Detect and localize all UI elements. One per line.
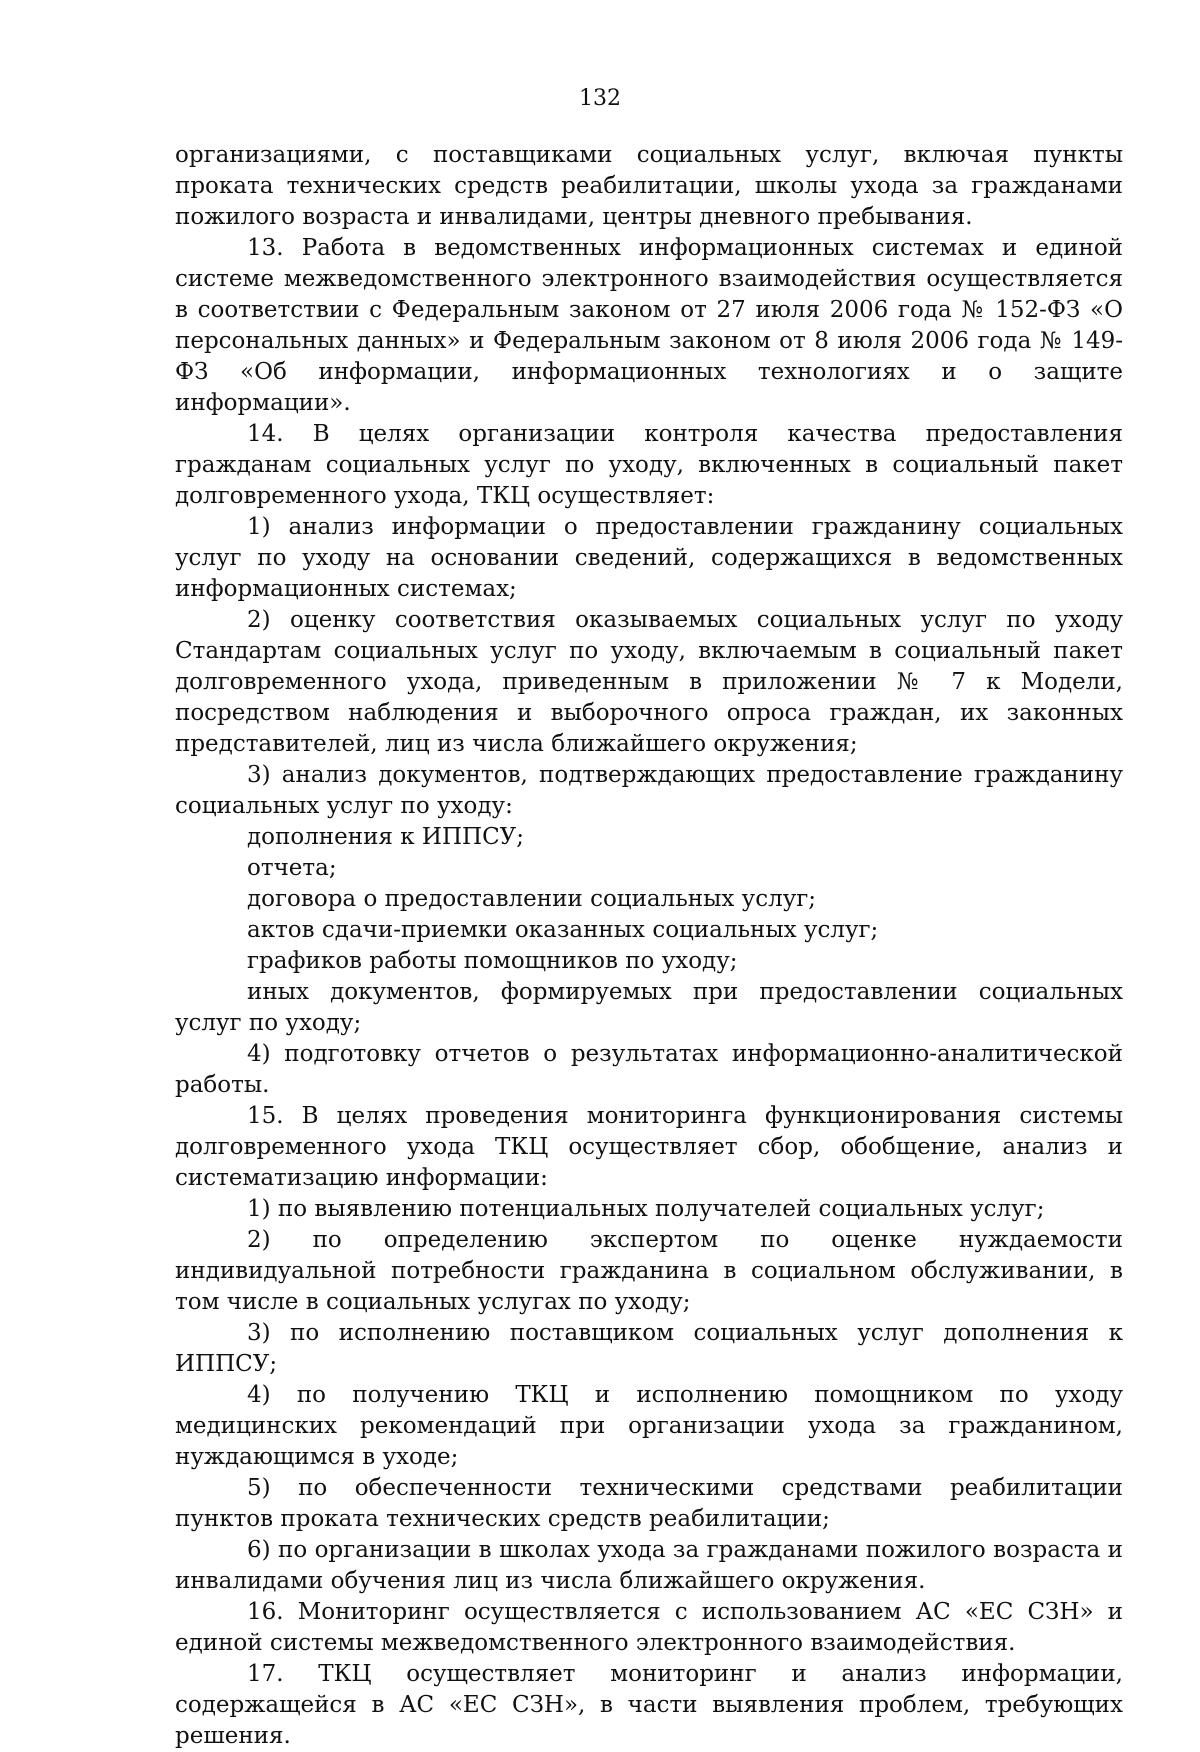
list-item: 3) анализ документов, подтверждающих предоставление гражданину социальных услуг по уходу:: [175, 762, 1123, 819]
list-item: 4) по получению ТКЦ и исполнению помощником по уходу медицинских рекомендаций при организации ухода за гражданином, нуждающимся в уходе;: [175, 1382, 1123, 1470]
list-item: актов сдачи-приемки оказанных социальных услуг;: [247, 917, 879, 943]
paragraph: 13. Работа в ведомственных информационных системах и единой системе межведомственного электронного взаимодействия осуществляется в соответствии с Федеральным законом от 27 июля 2006 года № 152-ФЗ «О персональных данных» и Федеральным законом от 8 июля 2006 года № 149-ФЗ «Об информации, информационных технологиях и о защите информации».: [175, 235, 1123, 416]
paragraph: организациями, с поставщиками социальных услуг, включая пункты проката технических средств реабилитации, школы ухода за гражданами пожилого возраста и инвалидами, центры дневного пребывания.: [175, 142, 1123, 230]
list-item: отчета;: [247, 855, 337, 881]
paragraph: 15. В целях проведения мониторинга функционирования системы долговременного ухода ТКЦ осуществляет сбор, обобщение, анализ и систематизацию информации:: [175, 1103, 1123, 1191]
paragraph: 14. В целях организации контроля качества предоставления гражданам социальных услуг по уходу, включенных в социальный пакет долговременного ухода, ТКЦ осуществляет:: [175, 421, 1123, 509]
list-item: 1) анализ информации о предоставлении гражданину социальных услуг по уходу на основании сведений, содержащихся в ведомственных информационных системах;: [175, 514, 1123, 602]
page-number: 132: [579, 86, 621, 111]
list-item: 3) по исполнению поставщиком социальных услуг дополнения к ИППСУ;: [175, 1320, 1123, 1377]
list-item: 2) оценку соответствия оказываемых социальных услуг по уходу Стандартам социальных услуг по уходу, включаемым в социальный пакет долговременного ухода, приведенным в приложении № 7 к Модели, посредством наблюдения и выборочного опроса граждан, их законных представителей, лиц из числа ближайшего окружения;: [175, 607, 1123, 757]
document-body: [175, 140, 1123, 1752]
paragraph: 17. ТКЦ осуществляет мониторинг и анализ информации, содержащейся в АС «ЕС СЗН», в части выявления проблем, требующих решения.: [175, 1661, 1123, 1749]
list-item: иных документов, формируемых при предоставлении социальных услуг по уходу;: [175, 979, 1123, 1036]
paragraph: 16. Мониторинг осуществляется с использованием АС «ЕС СЗН» и единой системы межведомственного электронного взаимодействия.: [175, 1599, 1123, 1656]
list-item: дополнения к ИППСУ;: [247, 824, 525, 850]
list-item: 2) по определению экспертом по оценке нуждаемости индивидуальной потребности гражданина в социальном обслуживании, в том числе в социальных услугах по уходу;: [175, 1227, 1123, 1315]
list-item: 6) по организации в школах ухода за гражданами пожилого возраста и инвалидами обучения лиц из числа ближайшего окружения.: [175, 1537, 1123, 1594]
list-item: договора о предоставлении социальных услуг;: [247, 886, 817, 912]
list-item: 1) по выявлению потенциальных получателей социальных услуг;: [247, 1196, 1045, 1222]
list-item: графиков работы помощников по уходу;: [247, 948, 738, 974]
list-item: 5) по обеспеченности техническими средствами реабилитации пунктов проката технических средств реабилитации;: [175, 1475, 1123, 1532]
list-item: 4) подготовку отчетов о результатах информационно-аналитической работы.: [175, 1041, 1123, 1098]
